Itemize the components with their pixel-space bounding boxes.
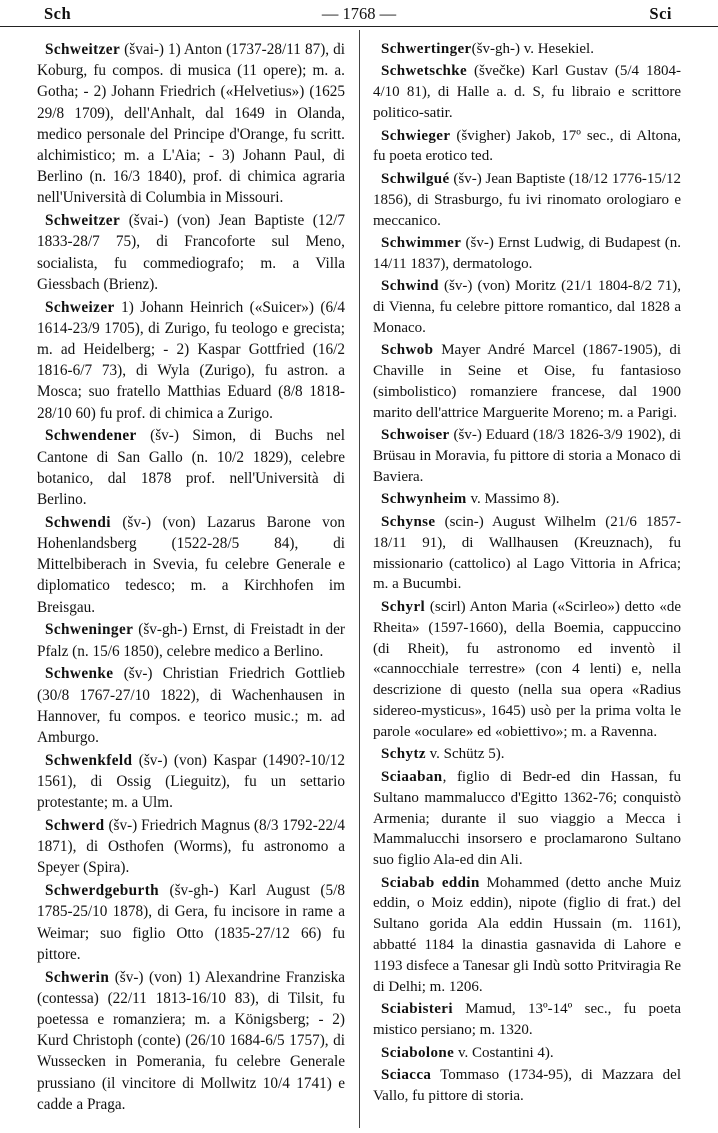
entry-text: (scin-) August Wilhelm (21/6 1857-18/11 91), di Wallhausen (Kreuznach), fu missionario (cattolico) al Lago Vittoria in Africa; m. a Bucumbi. [373, 513, 681, 593]
entry-headword: Sciacca [381, 1067, 432, 1083]
entry-text: , figlio di Bedr-ed din Hassan, fu Sultano mammalucco d'Egitto 1362-76; conquistò Armenia; durante il suo viaggio a Mecca i Mammalucchi insorsero e proclamarono Sultano suo figlio Ala-ed din Ali. [373, 768, 681, 869]
dictionary-entry [37, 815, 345, 879]
entry-headword: Schwieger [381, 127, 451, 144]
entry-text: Tommaso (1734-95), di Mazzara del Vallo, fu pittore di storia. [373, 1067, 681, 1104]
dictionary-entry [373, 340, 681, 423]
entry-headword: Schwimmer [381, 234, 462, 251]
entry-text: (šv-) Friedrich Magnus (8/3 1792-22/4 1871), di Osthofen (Worms), fu astronomo a Speyer (Spira). [37, 817, 345, 877]
dictionary-entry [373, 39, 681, 60]
entry-text: (šv-) (von) Kaspar (1490?-10/12 1561), di Ossig (Lieguitz), fu un settario protestante; m. a Ulm. [37, 751, 345, 812]
entry-text: v. Costantini 4). [454, 1044, 554, 1061]
entry-text: (šv-gh-) Karl August (5/8 1785-25/10 1878), di Gera, fu incisore in rame a Weimar; suo figlio Otto (1835-27/12 66) fu pittore. [37, 882, 345, 963]
entry-headword: Schwind [381, 278, 439, 295]
entry-text: (šv-) Jean Baptiste (18/12 1776-15/12 1856), di Strasburgo, fu ivi rinomato orologiaro e meccanico. [373, 170, 681, 229]
entry-headword: Schwertinger [381, 41, 472, 57]
entry-headword: Sciabisteri [381, 1001, 453, 1018]
entry-headword: Schweitzer [45, 41, 121, 58]
dictionary-entry [373, 767, 681, 871]
dictionary-entry [37, 967, 345, 1115]
header-right-guide-word: Sci [649, 4, 672, 23]
dictionary-entry [373, 425, 681, 488]
dictionary-entry [37, 210, 345, 295]
entry-headword: Schwendener [45, 427, 137, 445]
dictionary-entry [37, 297, 345, 424]
right-column [373, 39, 681, 1108]
left-column [37, 39, 345, 1117]
entry-text: (šv-) Simon, di Buchs nel Cantone di San Gallo (n. 10/2 1829), celebre botanico, dal 1878 prof. nell'Università di Berlino. [37, 427, 345, 509]
entry-text: (švigher) Jakob, 17º sec., di Altona, fu poeta erotico ted. [373, 127, 681, 165]
entry-text: (šv-) (von) Lazarus Barone von Hohenlandsberg (1522-28/5 84), di Mittelbiberach in Svevia, fu celebre Generale e diplomatico tedesco; m. a Kirchhofen im Breisgau. [37, 513, 345, 616]
entry-text: 1) Johann Heinrich («Suicer») (6/4 1614-23/9 1705), di Zurigo, fu teologo e grecista; m. ad Heidelberg; - 2) Kaspar Gottfried (16/2 1816-6/7 73), di Wyla (Zurigo), fu astron. a Mosca; suo fratello Matthias Eduard (8/8 1818-28/10 60) fu prof. di chimica a Zurigo. [37, 298, 345, 422]
page-number: — 1768 — [321, 4, 397, 23]
entry-headword: Schwendi [45, 513, 111, 531]
entry-headword: Schweninger [45, 621, 134, 639]
entry-text: (šv-gh-) v. Hesekiel. [471, 41, 594, 57]
entry-text: v. Massimo 8). [466, 491, 560, 508]
dictionary-entry [37, 663, 345, 748]
entry-text: Mayer André Marcel (1867-1905), di Chaville in Seine et Oise, fu fantasioso (simbolistico) romanziere francese, dal 1900 marito dell'attrice Marguerite Moreno; m. a Parigi. [373, 342, 681, 421]
entry-headword: Schwenke [45, 665, 114, 683]
entry-headword: Schynse [381, 513, 436, 530]
entry-headword: Sciabab eddin [381, 874, 480, 891]
dictionary-entry [373, 1043, 681, 1064]
dictionary-entry [37, 880, 345, 965]
entry-headword: Schwilgué [381, 170, 450, 187]
entry-headword: Schwerd [45, 817, 105, 835]
column-divider [359, 30, 360, 1128]
entry-headword: Schwerdgeburth [45, 882, 160, 900]
entry-headword: Schwerin [45, 968, 110, 986]
dictionary-entry [37, 750, 345, 814]
dictionary-entry [373, 169, 681, 232]
dictionary-entry [373, 999, 681, 1041]
entry-headword: Schwenkfeld [45, 751, 133, 769]
entry-headword: Sciaaban [381, 768, 443, 785]
dictionary-entry [373, 873, 681, 998]
entry-text: (šv-gh-) Ernst, di Freistadt in der Pfalz (n. 15/6 1850), celebre medico a Berlino. [37, 621, 345, 660]
entry-headword: Schweizer [45, 298, 115, 316]
dictionary-entry [37, 425, 345, 510]
header-left-guide-word: Sch [44, 4, 72, 23]
entry-text: (švai-) (von) Jean Baptiste (12/7 1833-28/7 75), di Francoforte sul Meno, socialista, fu commediografo; m. a Villa Giessbach (Brienz). [37, 212, 345, 293]
entry-headword: Schweitzer [45, 212, 121, 230]
entry-text: (šv-) (von) Moritz (21/1 1804-8/2 71), di Vienna, fu celebre pittore romantico, dal 1828 a Monaco. [373, 278, 681, 336]
dictionary-entry [37, 512, 345, 618]
dictionary-entry [37, 619, 345, 661]
entry-headword: Schytz [381, 746, 426, 763]
entry-text: v. Schütz 5). [425, 746, 505, 763]
dictionary-entry [373, 276, 681, 339]
entry-text: (švečke) Karl Gustav (5/4 1804-4/10 81), di Halle a. d. S, fu libraio e scrittore politico-satir. [373, 63, 681, 122]
entry-headword: Schwetschke [381, 63, 468, 80]
dictionary-entry [373, 489, 681, 510]
entry-text: Mohammed (detto anche Muiz eddin, o Moiz eddin), nipote (figlio di frat.) del Sultano gorida Ala eddin Hussain (m. 1161), abbatté 1184 la dinastia gasnavida di Lahore e 1193 disfece a Tanesar gli Indù sotto Pritviragia Re di Delhi; m. 1206. [373, 874, 681, 995]
entry-text: (švai-) 1) Anton (1737-28/11 87), di Koburg, fu compos. di musica (11 opere); m. a. Gotha; - 2) Johann Friedrich («Helvetius») (1625 29/8 1709), dell'Anhalt, dal 1649 in Olanda, medico personale del Principe d'Orange, fu scritt. alchimistico; m. a L'Aia; - 3) Johann Paul, di Berlino (n. 16/3 1840), prof. di chimica agraria nell'Università di Columbia in Missouri. [37, 41, 345, 207]
entry-headword: Schwob [381, 342, 434, 359]
entry-text: Mamud, 13º-14º sec., fu poeta mistico persiano; m. 1320. [373, 1001, 681, 1039]
running-header [0, 0, 718, 27]
entry-headword: Schwoiser [381, 427, 450, 444]
entry-headword: Schyrl [381, 598, 426, 615]
dictionary-entry [373, 126, 681, 168]
entry-text: (šv-) Ernst Ludwig, di Budapest (n. 14/11 1837), dermatologo. [373, 234, 681, 272]
dictionary-entry [373, 233, 681, 275]
entry-headword: Sciabolone [381, 1044, 455, 1061]
entry-headword: Schwynheim [381, 491, 467, 508]
dictionary-entry [373, 512, 681, 595]
dictionary-entry [373, 744, 681, 765]
entry-text: (scirl) Anton Maria («Scirleo») detto «de Rheita» (1597-1660), della Boemia, cappuccino (di Rheit), fu astronomo ed inventò il «cannocchiale terrestre» (con 4 lenti) e, nella descrizione di questo (nella sua opera «Radius sidereo-mysticus», 1645) usò per la prima volta le parole «oculare» ed «obiettivo»; m. a Ravenna. [373, 598, 681, 740]
dictionary-entry [373, 1065, 681, 1107]
dictionary-entry [37, 39, 345, 209]
entry-text: (šv-) Eduard (18/3 1826-3/9 1902), di Brüsau in Moravia, fu pittore di storia a Monaco di Baviera. [373, 427, 681, 486]
entry-text: (šv-) Christian Friedrich Gottlieb (30/8 1767-27/10 1822), di Wachenhausen in Hannover, fu compos. e teorico music.; m. ad Amburgo. [37, 665, 345, 747]
dictionary-entry [373, 597, 681, 743]
dictionary-entry [373, 61, 681, 124]
entry-text: (šv-) (von) 1) Alexandrine Franziska (contessa) (22/11 1813-16/10 83), di Tilsit, fu poetessa e romanziera; m. a Königsberg; - 2) Kurd Christoph (conte) (26/10 1684-6/5 1757), di Wussecken in Pomerania, fu celebre Generale prussiano (il vincitore di Mollwitz 10/4 1741) e cadde a Praga. [37, 968, 345, 1113]
